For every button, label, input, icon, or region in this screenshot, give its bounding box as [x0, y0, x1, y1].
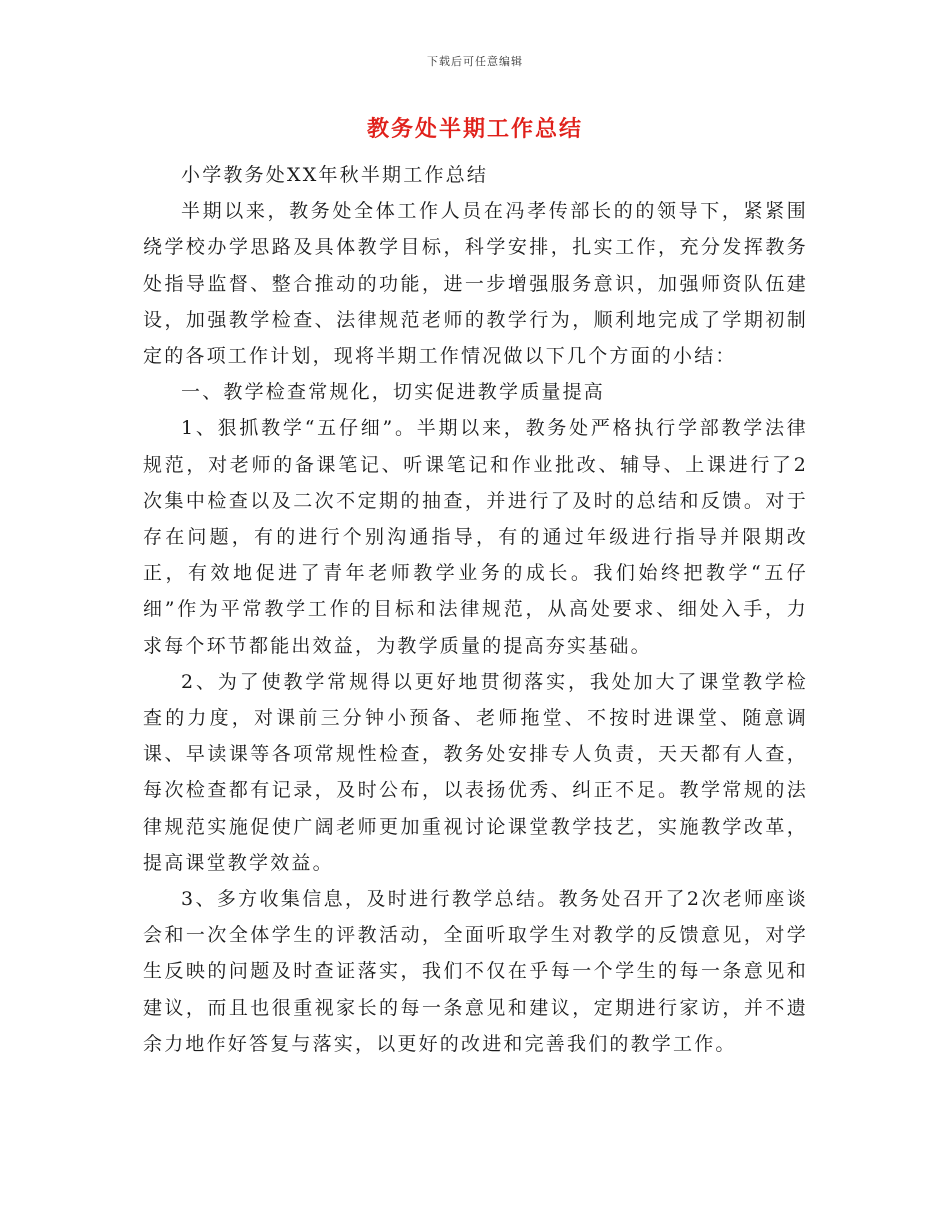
subtitle-paragraph: 小学教务处XX年秋半期工作总结: [181, 164, 489, 186]
body-paragraph-3: 3、多方收集信息，及时进行教学总结。教务处召开了2次老师座谈会和一次全体学生的评教活动，全面听取学生对教学的反馈意见，对学生反映的问题及时查证落实，我们不仅在乎每一个学生的每一条意见和建议，而且也很重视家长的每一条意见和建议，定期进行家访，并不遗余力地作好答复与落实，以更好的改进和完善我们的教学工作。: [143, 888, 808, 1055]
download-note: 下载后可任意编辑: [427, 55, 523, 68]
intro-paragraph: 半期以来，教务处全体工作人员在冯孝传部长的的领导下，紧紧围绕学校办学思路及具体教学目标，科学安排，扎实工作，充分发挥教务处指导监督、整合推动的功能，进一步增强服务意识，加强师资队伍建设，加强教学检查、法律规范老师的教学行为，顺利地完成了学期初制定的各项工作计划，现将半期工作情况做以下几个方面的小结：: [143, 200, 808, 368]
document-body: [143, 157, 808, 1062]
document-title: 教务处半期工作总结: [366, 117, 583, 142]
body-paragraph-1: 1、狠抓教学“五仔细”。半期以来，教务处严格执行学部教学法律规范，对老师的备课笔记、听课笔记和作业批改、辅导、上课进行了2次集中检查以及二次不定期的抽查，并进行了及时的总结和反馈。对于存在问题，有的进行个别沟通指导，有的通过年级进行指导并限期改正，有效地促进了青年老师教学业务的成长。我们始终把教学“五仔细”作为平常教学工作的目标和法律规范，从高处要求、细处入手，力求每个环节都能出效益，为教学质量的提高夯实基础。: [143, 417, 808, 657]
section-heading-1: 一、教学检查常规化，切实促进教学质量提高: [181, 381, 606, 404]
body-paragraph-2: 2、为了使教学常规得以更好地贯彻落实，我处加大了课堂教学检查的力度，对课前三分钟小预备、老师拖堂、不按时进课堂、随意调课、早读课等各项常规性检查，教务处安排专人负责，天天都有人查，每次检查都有记录，及时公布，以表扬优秀、纠正不足。教学常规的法律规范实施促使广阔老师更加重视讨论课堂教学技艺，实施教学改革，提高课堂教学效益。: [143, 670, 808, 874]
